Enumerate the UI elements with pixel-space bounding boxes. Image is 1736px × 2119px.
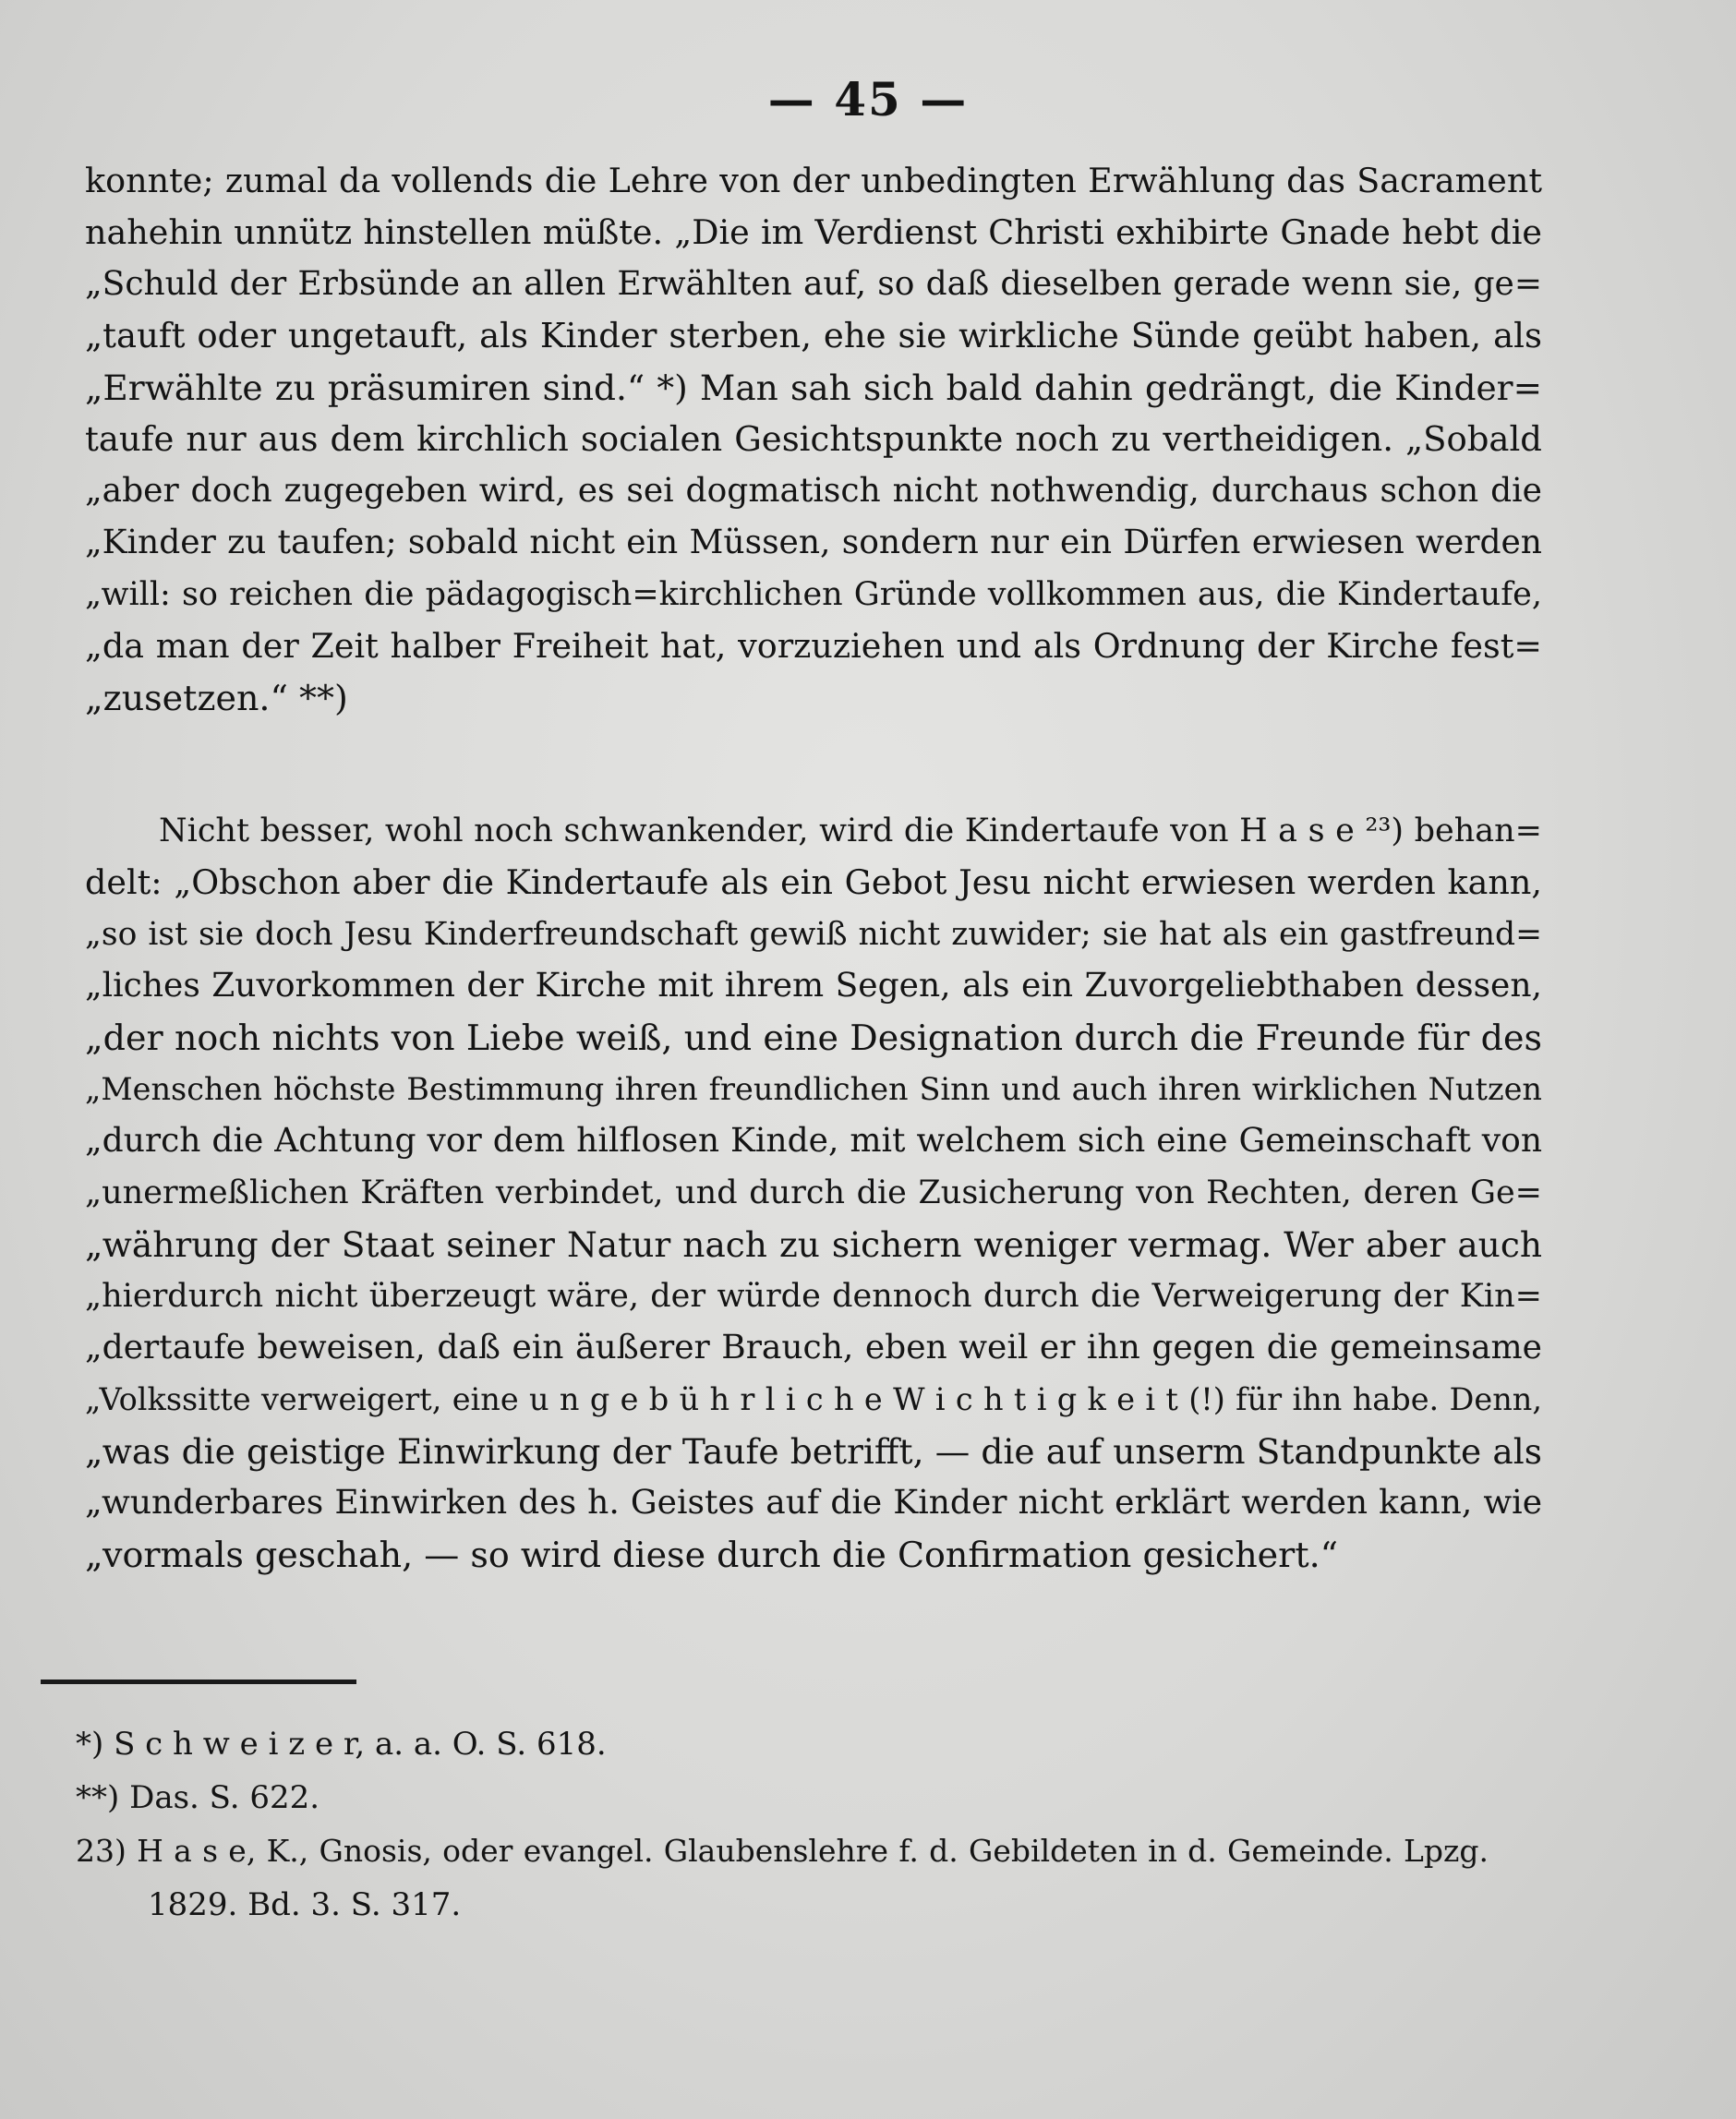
text-line: „so ist sie doch Jesu Kinderfreundschaft gewiß nicht zuwider; sie hat als ein gastfreund= [85, 916, 1542, 953]
text-line: „währung der Staat seiner Natur nach zu sichern weniger vermag. Wer aber auch [85, 1224, 1542, 1265]
text-line: „Menschen höchste Bestimmung ihren freundlichen Sinn und auch ihren wirklichen Nutzen [85, 1071, 1542, 1107]
text-line: „durch die Achtung vor dem hilflosen Kinde, mit welchem sich eine Gemeinschaft von [85, 1122, 1542, 1160]
footnote-divider [41, 1680, 356, 1684]
text-line: „da man der Zeit halber Freiheit hat, vorzuziehen und als Ordnung der Kirche fest= [85, 626, 1542, 666]
text-line: „Erwählte zu präsumiren sind.“ *) Man sah sich bald dahin gedrängt, die Kinder= [85, 367, 1542, 408]
text-line: konnte; zumal da vollends die Lehre von der unbedingten Erwählung das Sacrament [85, 161, 1542, 200]
text-line: „der noch nichts von Liebe weiß, und eine Designation durch die Freunde für des [85, 1017, 1542, 1058]
text-line: „vormals geschah, — so wird diese durch die Confirmation gesichert.“ [85, 1535, 1339, 1575]
text-line: „hierdurch nicht überzeugt wäre, der würde dennoch durch die Verweigerung der Kin= [85, 1278, 1542, 1315]
text-line: Nicht besser, wohl noch schwankender, wird die Kindertaufe von H a s e ²³) behan= [159, 813, 1542, 849]
text-line: „dertaufe beweisen, daß ein äußerer Brauch, eben weil er ihn gegen die gemeinsame [85, 1329, 1542, 1367]
text-line: „liches Zuvorkommen der Kirche mit ihrem Segen, als ein Zuvorgeliebthaben dessen, [85, 967, 1542, 1005]
text-line: „Kinder zu taufen; sobald nicht ein Müssen, sondern nur ein Dürfen erwiesen werden [85, 524, 1542, 561]
text-line: „unermeßlichen Kräften verbindet, und durch die Zusicherung von Rechten, deren Ge= [85, 1174, 1542, 1211]
footnote-23-continuation: 1829. Bd. 3. S. 317. [148, 1886, 462, 1923]
text-line: taufe nur aus dem kirchlich socialen Gesichtspunkte noch zu vertheidigen. „Sobald [85, 419, 1542, 459]
text-line: nahehin unnütz hinstellen müßte. „Die im Verdienst Christi exhibirte Gnade hebt die [85, 212, 1542, 252]
text-line: „Volkssitte verweigert, eine u n g e b ü h r l i c h e W i c h t i g k e i t (!) für ihn habe. Denn, [85, 1381, 1542, 1417]
text-line: „zusetzen.“ **) [85, 678, 348, 718]
text-line: „tauft oder ungetauft, als Kinder sterben, ehe sie wirkliche Sünde geübt haben, als [85, 316, 1542, 355]
text-line: „wunderbares Einwirken des h. Geistes auf die Kinder nicht erklärt werden kann, wie [85, 1484, 1542, 1522]
footnote-2: **) Das. S. 622. [76, 1779, 320, 1816]
footnote-23: 23) H a s e, K., Gnosis, oder evangel. Glaubenslehre f. d. Gebildeten in d. Gemeinde. Lpzg. [76, 1833, 1489, 1869]
text-line: delt: „Obschon aber die Kindertaufe als ein Gebot Jesu nicht erwiesen werden kann, [85, 862, 1542, 902]
text-line: „was die geistige Einwirkung der Taufe betrifft, — die auf unserm Standpunkte als [85, 1431, 1542, 1472]
footnotes [76, 1717, 1516, 1932]
text-line: „aber doch zugegeben wird, es sei dogmatisch nicht nothwendig, durchaus schon die [85, 472, 1542, 510]
paragraph-2 [85, 805, 1542, 1581]
footnote-1: *) S c h w e i z e r, a. a. O. S. 618. [76, 1726, 607, 1763]
text-line: „will: so reichen die pädagogisch=kirchlichen Gründe vollkommen aus, die Kindertaufe, [85, 576, 1542, 613]
page-number: — 45 — [767, 72, 969, 126]
paragraph-1 [85, 155, 1542, 724]
text-line: „Schuld der Erbsünde an allen Erwählten auf, so daß dieselben gerade wenn sie, ge= [85, 265, 1542, 303]
